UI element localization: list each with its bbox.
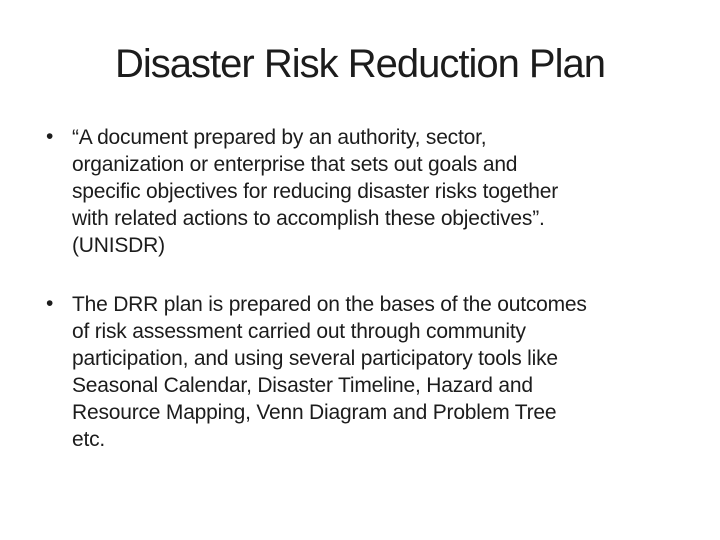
bullet-line: specific objectives for reducing disaster risks together: [72, 180, 559, 203]
bullet-line: (UNISDR): [72, 234, 165, 257]
bullet-line: Seasonal Calendar, Disaster Timeline, Hazard and: [72, 374, 533, 397]
bullet-item: [45, 124, 685, 259]
bullet-line: The DRR plan is prepared on the bases of the outcomes: [72, 293, 587, 316]
bullet-line: organization or enterprise that sets out goals and: [72, 153, 518, 176]
bullet-line: Resource Mapping, Venn Diagram and Problem Tree: [72, 401, 557, 424]
bullet-list: [45, 124, 685, 453]
bullet-line: with related actions to accomplish these objectives”.: [72, 207, 545, 230]
bullet-marker: •: [46, 125, 54, 148]
bullet-item: [45, 291, 685, 453]
bullet-marker: •: [46, 292, 54, 315]
slide-title: Disaster Risk Reduction Plan: [115, 42, 605, 86]
bullet-line: participation, and using several participatory tools like: [72, 347, 558, 370]
bullet-line: etc.: [72, 428, 106, 451]
bullet-line: of risk assessment carried out through community: [72, 320, 526, 343]
bullet-line: “A document prepared by an authority, sector,: [72, 126, 487, 149]
